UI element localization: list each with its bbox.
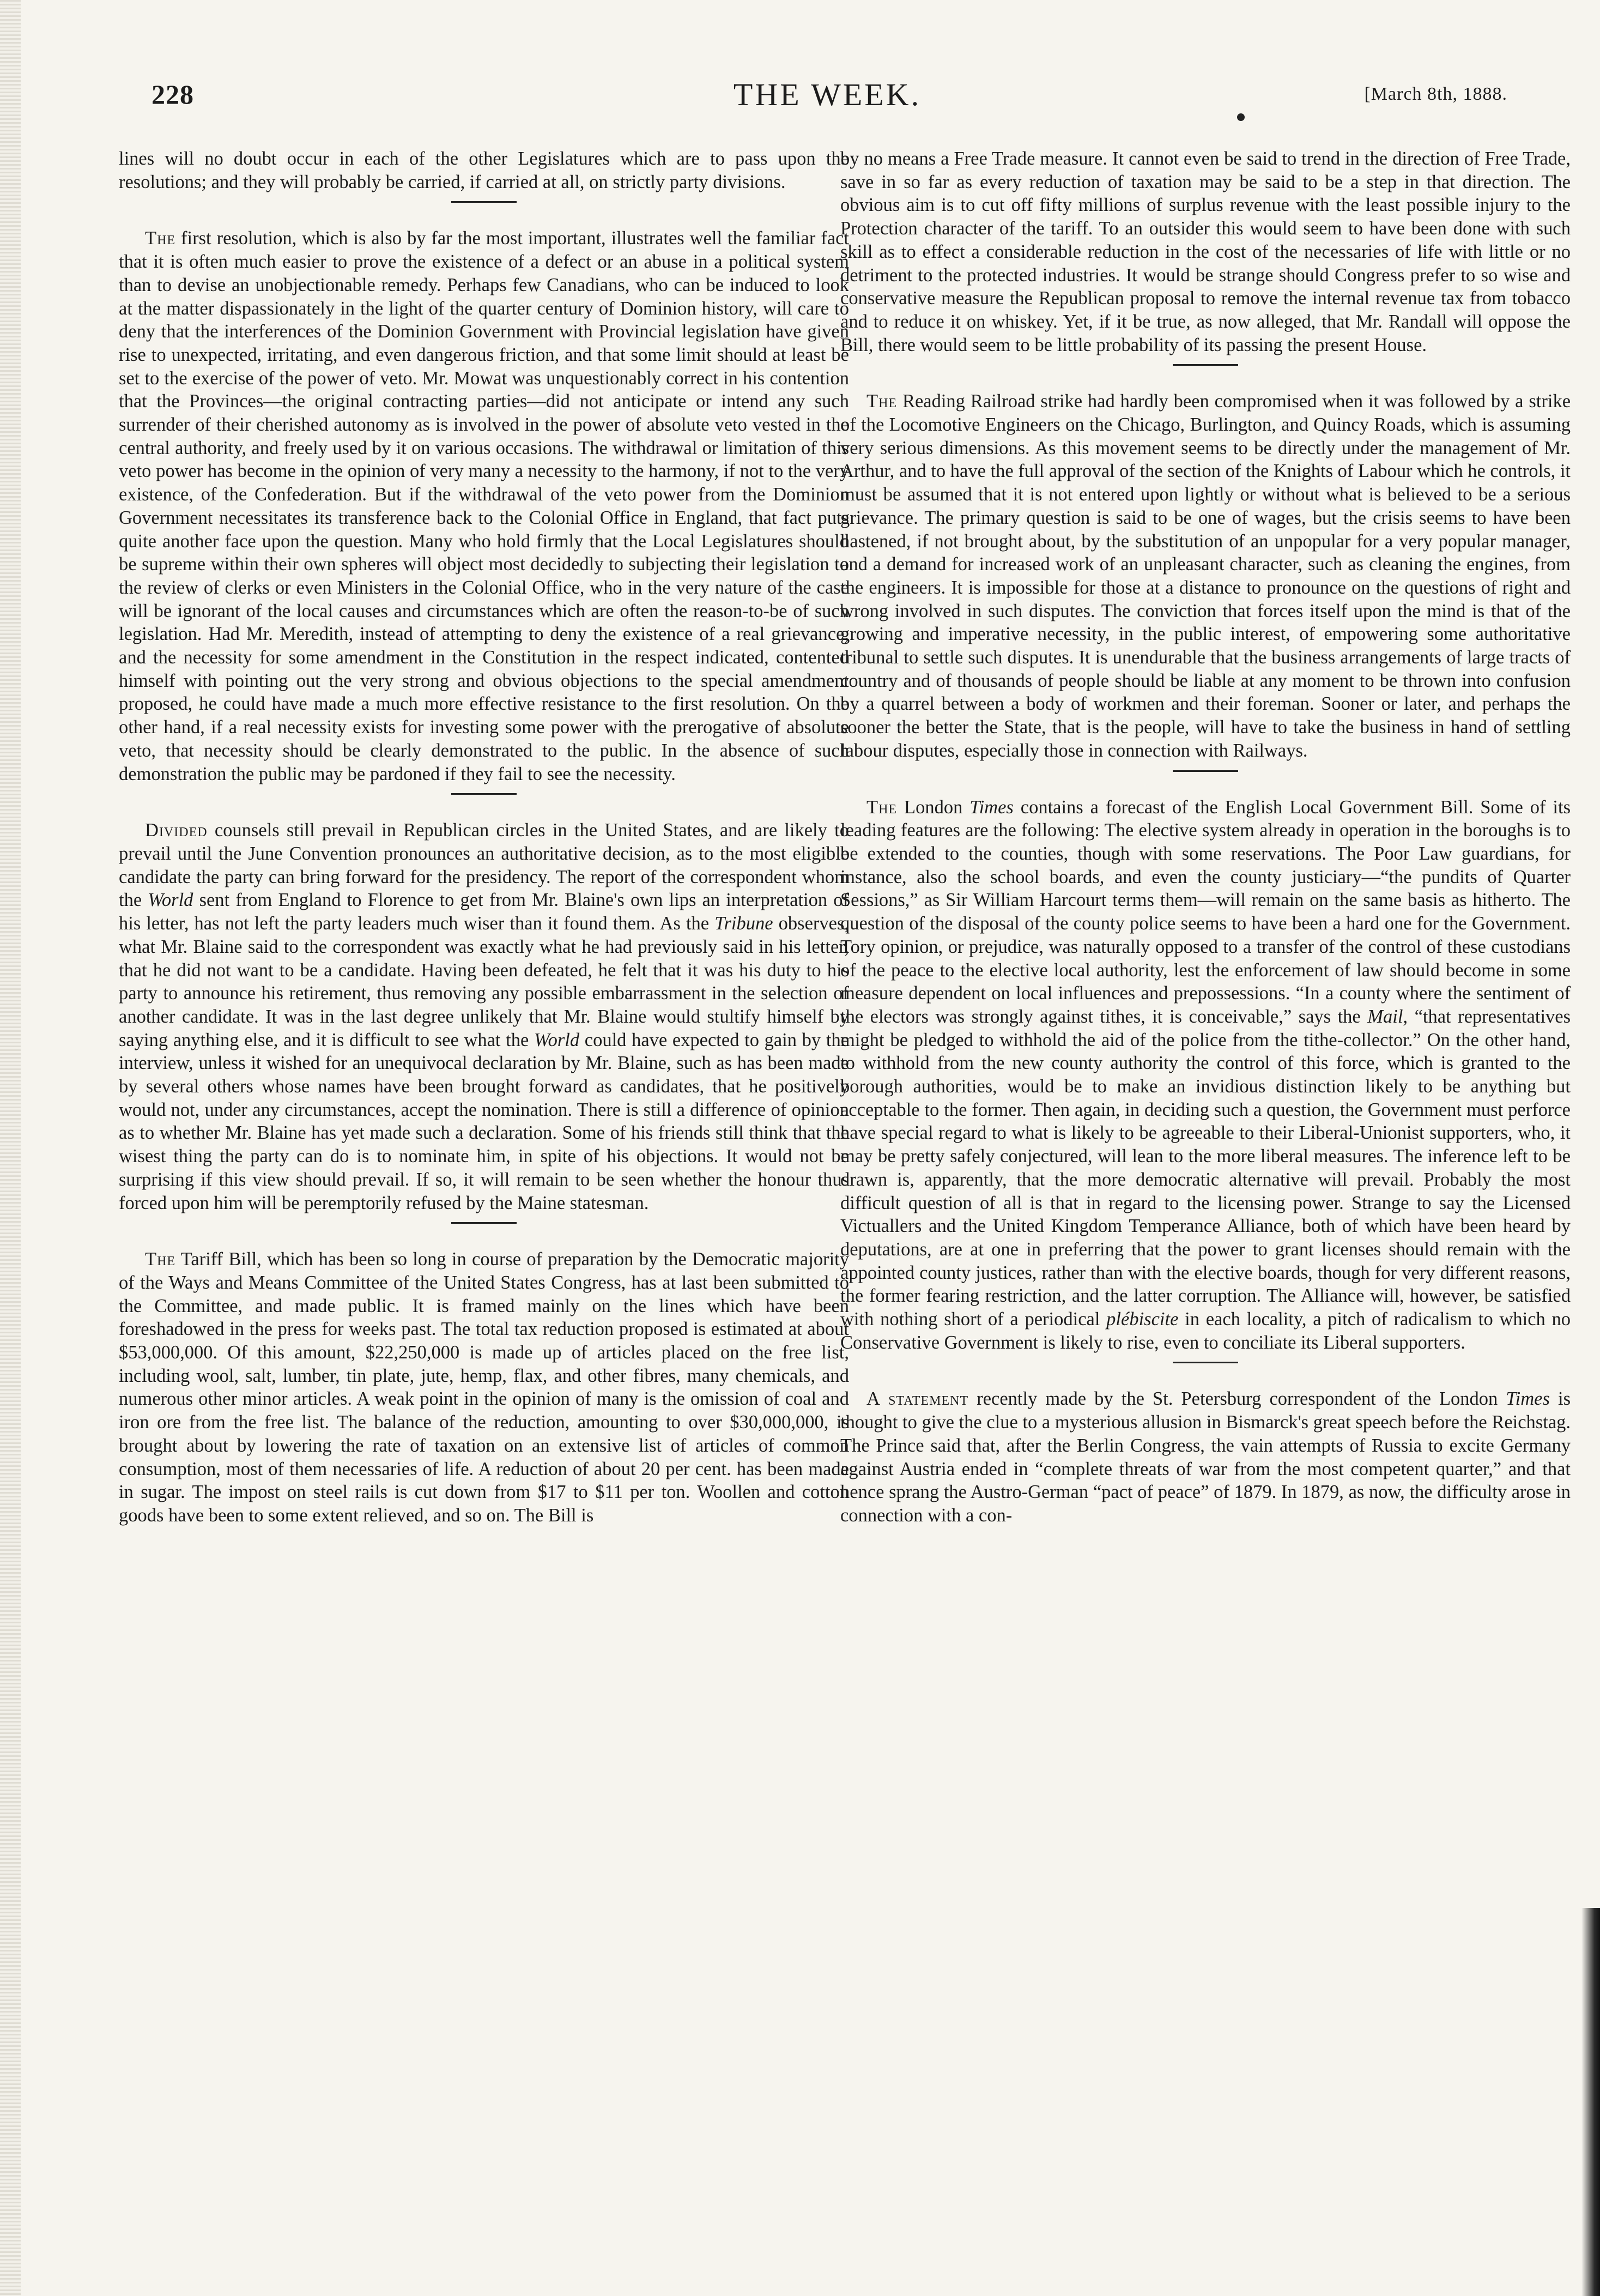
italic-title: World xyxy=(534,1029,580,1050)
paragraph-continued: by no means a Free Trade measure. It cannot even be said to trend in the direction of Free Trade, save in so far as every reduction of taxation may be said to be a step in that direction. The obvious aim is to cut off fifty millions of surplus revenue with the least possible injury to the Protection character of the tariff. To an outsider this would seem to have been done with such skill as to effect a considerable reduction in the cost of the necessaries of life with little or no detriment to the protected industries. It would be strange should Congress prefer to so wise and conservative measure the Republican proposal to remove the internal revenue tax from tobacco and to reduce it on whiskey. Yet, if it be true, as now alleged, that Mr. Randall will oppose the Bill, there would seem to be little probability of its passing the present House. xyxy=(840,148,1571,355)
paragraph-text: counsels still prevail in Republican circles in the United States, and are likely to prevail until the June Convention pronounces an authoritative decision, as to the most eligible candidate the party can bring forward for the presidency. The report of the correspondent whom the xyxy=(119,820,850,911)
paragraph-lead: The xyxy=(866,391,898,412)
paragraph-text: sent from England to Florence to get from Mr. Blaine's own lips an interpretation of his letter, has not left the party leaders much wiser than it found them. As the xyxy=(119,890,850,934)
paragraph-text: “that representatives might be pledged to withhold the aid of the police from the tithe-collector.” On the other hand, to withhold from the new county authority the control of this force, which is granted to the borough authorities, would be to make an invidious distinction likely to be anything but acceptable to the former. Then again, in deciding such a question, the Government must perforce have special regard to what is likely to be agreeable to their Liberal-Unionist supporters, who, it may be pretty safely conjectured, will lean to the more liberal measures. The inference left to be drawn is, apparently, that the more democratic alternative will prevail. Probably the most difficult question of all is that in regard to the licensing power. Strange to say the Licensed Victuallers and the United Kingdom Temperance Alliance, both of which have been heard by deputations, are at one in preferring that the power to grant licenses should remain with the appointed county justices, rather than with the elective boards, though for very different reasons, the former fearing restriction, and the latter corruption. The Alliance will, however, be satisfied with nothing short of a periodical xyxy=(840,1006,1571,1330)
page-binding-edge xyxy=(0,0,21,2296)
paragraph-text: is thought to give the clue to a mysterious allusion in Bismarck's great speech before the Reichstag. The Prince said that, after the Berlin Congress, the vain attempts of Russia to excite Germany against Austria ended in “complete threats of war from the most competent quarter,” and that hence sprang the Austro-German “pact of peace” of 1879. In 1879, as now, the difficulty arose in connection with a con- xyxy=(840,1388,1571,1526)
italic-title: Times xyxy=(969,796,1014,818)
paragraph-text: Reading Railroad strike had hardly been compromised when it was followed by a strike of the Locomotive Engineers on the Chicago, Burlington, and Quincy Roads, which is assuming very serious dimensions. As this movement seems to be directly under the management of Mr. Arthur, and to have the full approval of the section of the Knights of Labour which he controls, it must be assumed that it is not entered upon lightly or without what is believed to be a serious grievance. The primary question is said to be one of wages, but the crisis seems to have been hastened, if not brought about, by the substitution of an unpopular for a very popular manager, and a demand for increased work of an unpleasant character, such as cleaning the engines, from the engineers. It is impossible for those at a distance to pronounce on the questions of right and wrong involved in such disputes. The conviction that forces itself upon the mind is that of the growing and imperative necessity, in the public interest, of empowering some authoritative tribunal to settle such disputes. It is unendurable that the business arrangements of large tracts of country and of thousands of people should be liable at any moment to be thrown into confusion by a quarrel between a body of workmen and their foreman. Sooner or later, and perhaps the sooner the better the State, that is the people, will have to take the business in hand of settling labour disputes, especially those in connection with Railways. xyxy=(840,391,1571,761)
section-rule xyxy=(451,201,517,203)
journal-title: THE WEEK. xyxy=(733,77,922,112)
paragraph-text: recently made by the St. Petersburg correspondent of the London xyxy=(977,1388,1498,1410)
paragraph-text: London xyxy=(904,796,963,818)
section-rule xyxy=(1173,1362,1238,1363)
paragraph-text: observes, what Mr. Blaine said to the correspondent was exactly what he had previously said in his letter, that he did not want to be a candidate. Having been defeated, he felt that it was his duty to his party to announce his retirement, thus removing any possible embarrassment in the selection of another candidate. It was in the last degree unlikely that Mr. Blaine would stultify himself by saying anything else, and it is difficult to see what the xyxy=(119,913,849,1050)
paragraph-republican-counsels xyxy=(119,819,849,1215)
italic-term: plébiscite xyxy=(1106,1309,1179,1330)
page-number: 228 xyxy=(151,79,194,110)
paragraph-st-petersburg xyxy=(840,1387,1571,1527)
paragraph-text: first resolution, which is also by far the most important, illustrates well the familiar fact that it is often much easier to prove the existence of a defect or an abuse in a political system than to devise an unobjectionable remedy. Perhaps few Canadians, who can be induced to look at the matter dispassionately in the light of the quarter century of Dominion history, will care to deny that the interferences of the Dominion Government with Provincial legislation have given rise to unexpected, irritating, and even dangerous friction, and that some limit should at least be set to the exercise of the power of veto. Mr. Mowat was unquestionably correct in his contention that the Provinces—the original contracting parties—did not anticipate or intend any such surrender of their cherished autonomy as is involved in the power of absolute veto vested in the central authority, and freely used by it on various occasions. The withdrawal or limitation of this veto power has become in the opinion of very many a necessity to the harmony, if not to the very existence, of the Confederation. But if the withdrawal of the veto power from the Dominion Government necessitates its transference back to the Colonial Office in England, that fact puts quite another face upon the question. Many who hold firmly that the Local Legislatures should be supreme within their own spheres will object most decidedly to subjecting their legislation to the review of clerks or even Ministers in the Colonial Office, who in the very nature of the case will be ignorant of the local causes and circumstances which are often the reason-to-be of such legislation. Had Mr. Meredith, instead of attempting to deny the existence of a real grievance, and the necessity for some amendment in the Constitution in the respect indicated, contented himself with pointing out the very strong and obvious objections to the special amendment proposed, he could have made a much more effective resistance to the first resolution. On the other hand, if a real necessity exists for investing some power with the prerogative of absolute veto, that necessity should be clearly demonstrated to the public. In the absence of such demonstration the public may be pardoned if they fail to see the necessity. xyxy=(119,228,850,784)
paragraph-lead: The xyxy=(145,228,176,249)
italic-title: Times xyxy=(1506,1388,1550,1410)
paragraph-railroad-strike xyxy=(840,390,1571,762)
paragraph-text: contains a forecast of the English Local Government Bill. Some of its leading features are the following: The elective system already in operation in the boroughs is to be extended to the counties, though with some reservations. The Poor Law guardians, for instance, also the school boards, and even the county justiciary—“the pundits of Quarter Sessions,” as Sir William Harcourt terms them—will remain on the same basis as hitherto. The question of the disposal of the county police seems to have been a hard one for the Government. Tory opinion, or prejudice, was naturally opposed to a transfer of the control of these custodians of the peace to the elective local authority, lest the enforcement of law should become in some measure dependent on local influences and prepossessions. “In a county where the sentiment of the electors was strongly against tithes, it is conceivable,” says the xyxy=(840,796,1571,1027)
italic-title: Tribune xyxy=(714,913,773,934)
right-column xyxy=(840,147,1571,1527)
italic-title: World xyxy=(148,890,193,911)
paragraph-lead: A statement xyxy=(866,1388,969,1410)
left-column xyxy=(119,147,849,1527)
section-rule xyxy=(451,793,517,795)
paragraph-text: in each locality, a pitch of radicalism to which no Conservative Government is likely to rise, even to conciliate its Liberal supporters. xyxy=(840,1309,1571,1353)
paragraph-lead: The xyxy=(866,796,898,818)
section-rule xyxy=(451,1222,517,1224)
section-rule xyxy=(1173,364,1238,366)
issue-date: [March 8th, 1888. xyxy=(1364,84,1507,104)
italic-title: Mail, xyxy=(1367,1006,1408,1027)
paragraph-text: could have expected to gain by the interview, unless it wished for an unequivocal declaration by Mr. Blaine, such as has been made by several others whose names have been brought forward as candidates, that he positively would not, under any circumstances, accept the nomination. There is still a difference of opinion as to whether Mr. Blaine has yet made such a declaration. Some of his friends still think that the wisest thing the party can do is to nominate him, in spite of his objections. It would not be surprising if this view should prevail. If so, it will remain to be seen whether the honour thus forced upon him will be peremptorily refused by the Maine statesman. xyxy=(119,1029,850,1213)
paragraph-first-resolution xyxy=(119,227,849,786)
paragraph-continued: lines will no doubt occur in each of the other Legislatures which are to pass upon the resolutions; and they will probably be carried, if carried at all, on strictly party divisions. xyxy=(119,148,849,192)
paragraph-text: Tariff Bill, which has been so long in course of preparation by the Democratic majority of the Ways and Means Committee of the United States Congress, has at last been submitted to the Committee, and made public. It is framed mainly on the lines which have been foreshadowed in the press for weeks past. The total tax reduction proposed is estimated at about $53,000,000. Of this amount, $22,250,000 is made up of articles placed on the free list, including wool, salt, lumber, tin plate, jute, hemp, flax, and other fibres, many chemicals, and numerous other minor articles. A weak point in the opinion of many is the omission of coal and iron ore from the free list. The balance of the reduction, amounting to over $30,000,000, is brought about by lowering the rate of taxation on an extensive list of articles of common consumption, most of them necessaries of life. A reduction of about 20 per cent. has been made in sugar. The impost on steel rails is cut down from $17 to $11 per ton. Woollen and cotton goods have been to some extent relieved, and so on. The Bill is xyxy=(119,1249,849,1526)
section-rule xyxy=(1173,770,1238,772)
paragraph-local-government-bill xyxy=(840,796,1571,1355)
paragraph-lead: The xyxy=(145,1249,176,1270)
page-edge-shadow xyxy=(1581,1908,1600,2296)
header-dot xyxy=(1237,113,1245,121)
paragraph-tariff-bill xyxy=(119,1248,849,1527)
running-head xyxy=(147,76,1507,114)
paragraph-lead: Divided xyxy=(145,820,208,841)
